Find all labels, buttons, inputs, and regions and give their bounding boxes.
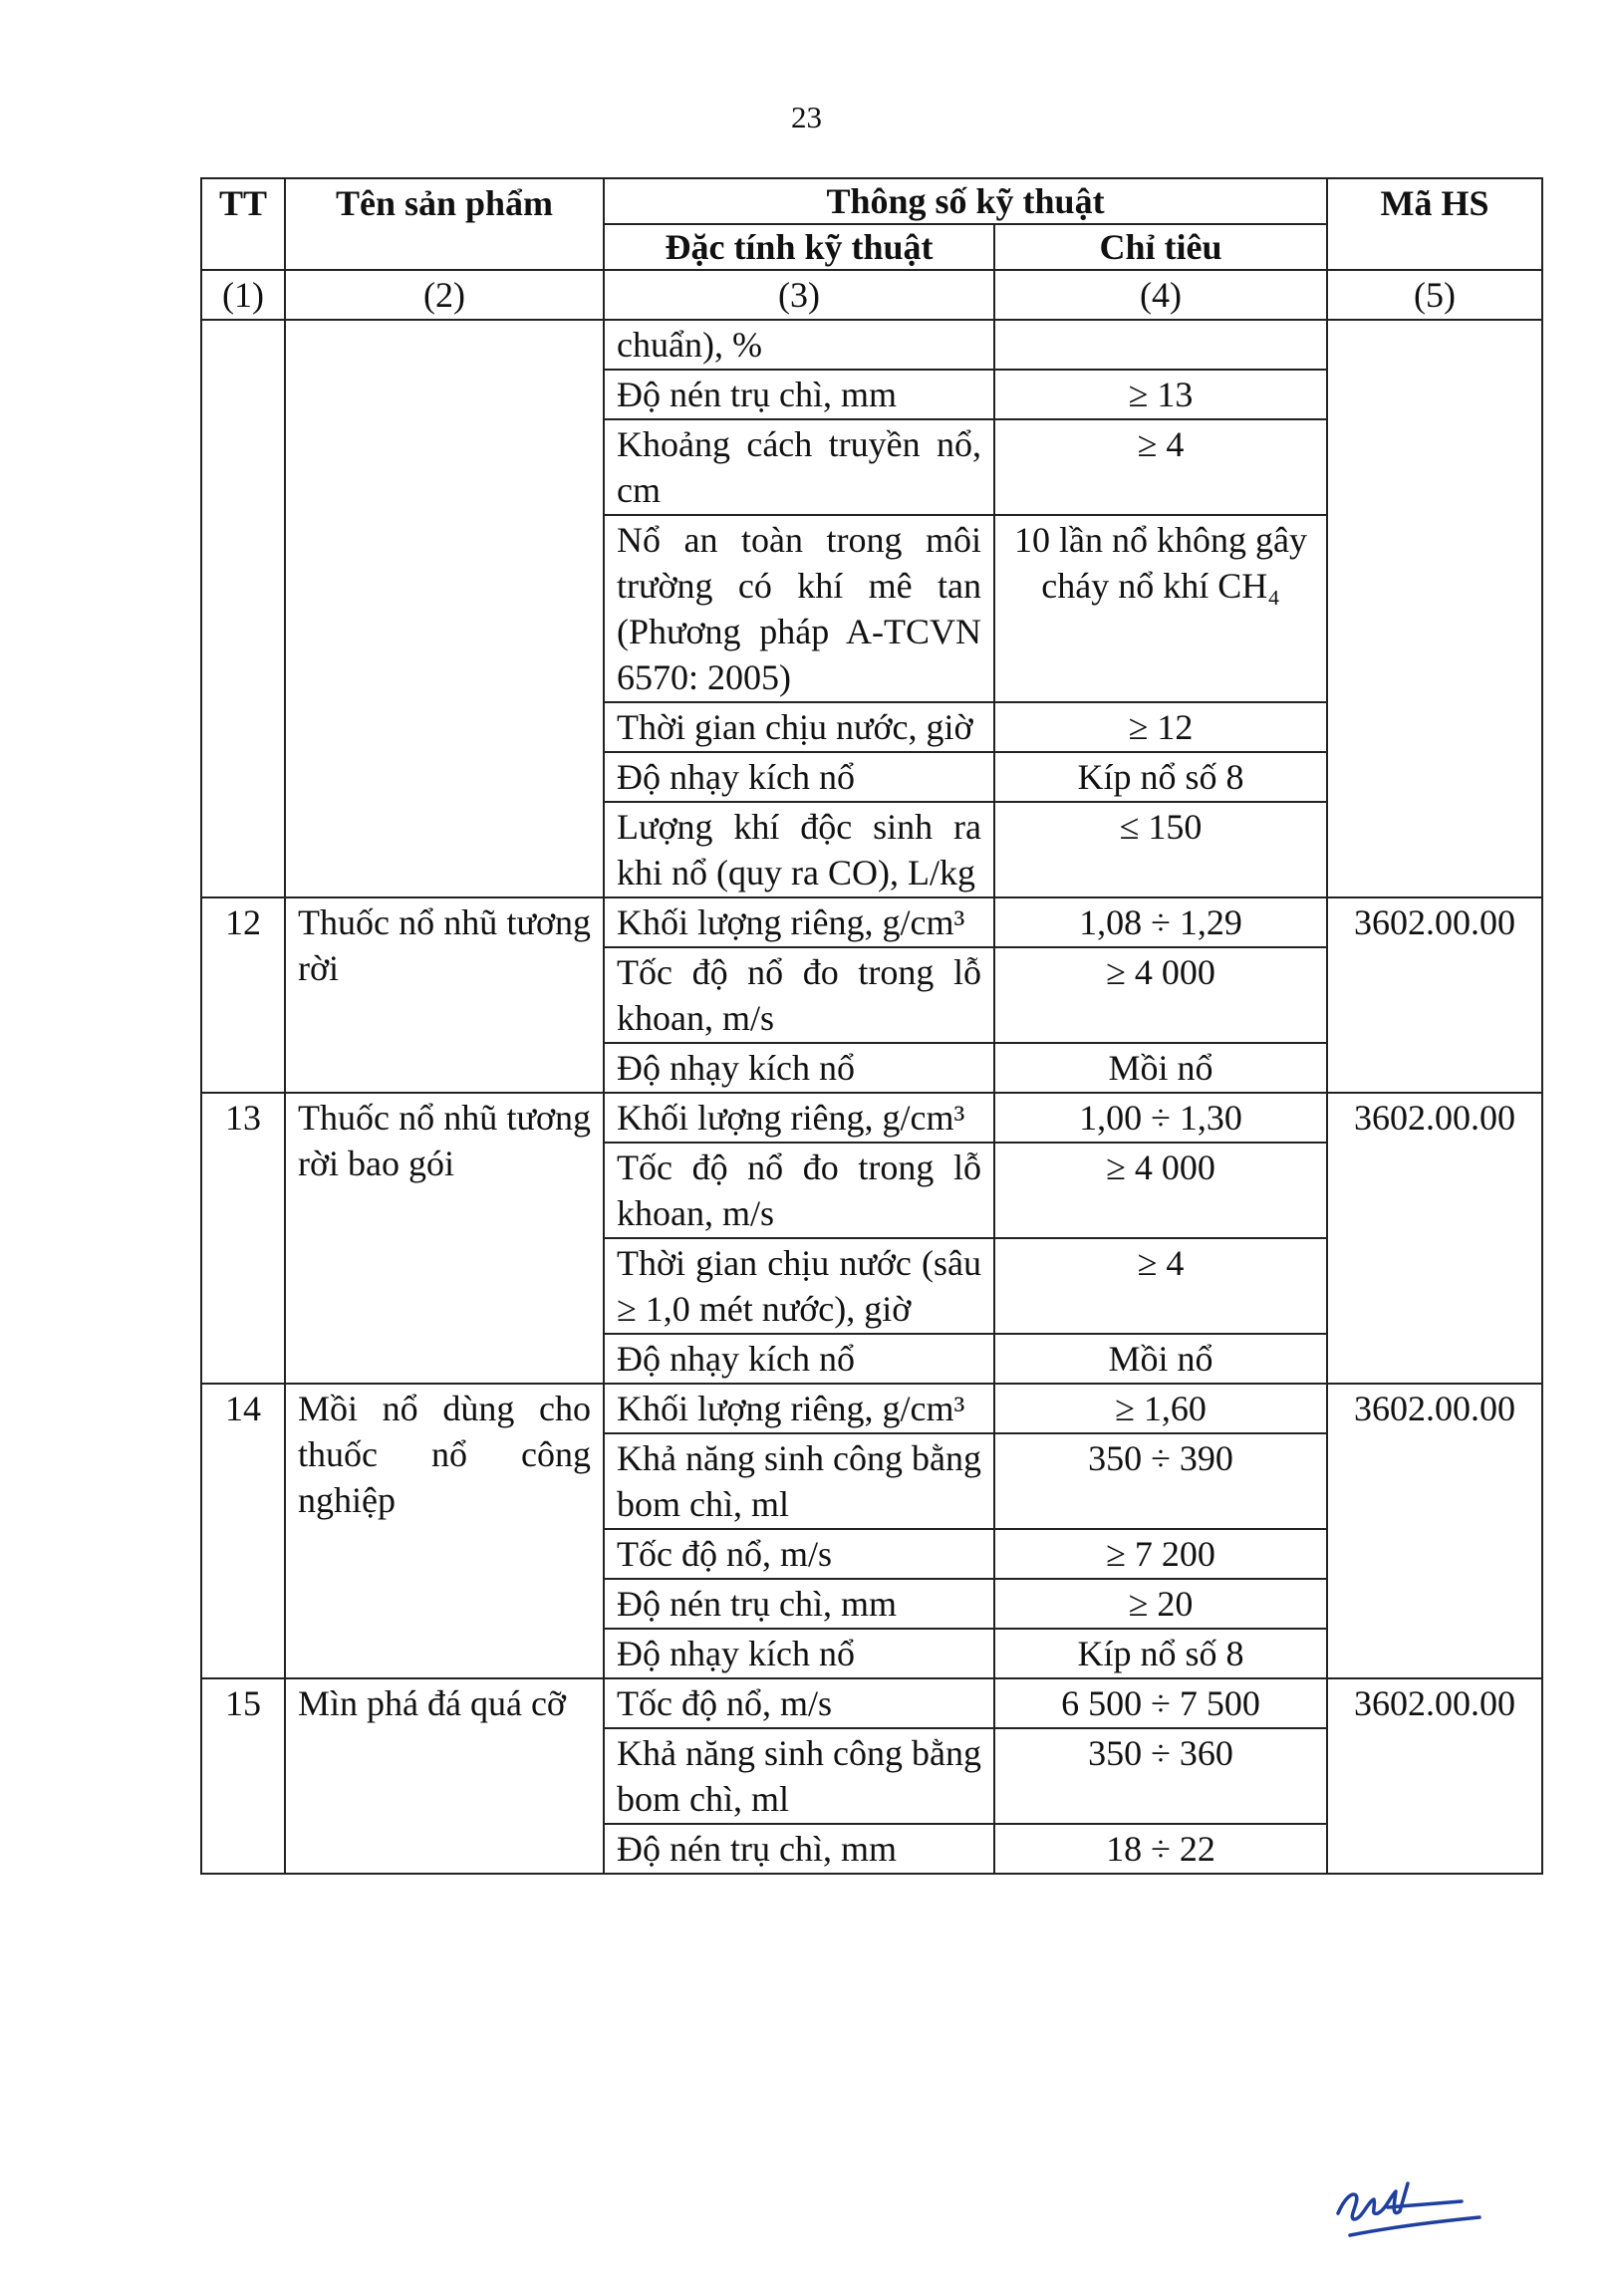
header-row xyxy=(201,178,1542,224)
spec-property: Độ nén trụ chì, mm xyxy=(604,370,994,419)
spec-value: ≥ 20 xyxy=(994,1579,1327,1629)
header-product-name: Tên sản phẩm xyxy=(285,178,604,270)
hs-code: 3602.00.00 xyxy=(1327,1093,1542,1384)
product-name: Thuốc nổ nhũ tương rời bao gói xyxy=(285,1093,604,1384)
spec-property: Khả năng sinh công bằng bom chì, ml xyxy=(604,1728,994,1824)
column-number: (1) xyxy=(201,270,285,320)
product-name-cell xyxy=(285,320,604,897)
spec-property: Tốc độ nổ, m/s xyxy=(604,1529,994,1579)
spec-property: Khả năng sinh công bằng bom chì, ml xyxy=(604,1433,994,1529)
spec-value: 1,08 ÷ 1,29 xyxy=(994,897,1327,947)
spec-value: 6 500 ÷ 7 500 xyxy=(994,1678,1327,1728)
spec-value: ≤ 150 xyxy=(994,802,1327,897)
spec-value: ≥ 4 xyxy=(994,419,1327,515)
spec-value: 10 lần nổ không gây cháy nổ khí CH₄ xyxy=(994,515,1327,702)
spec-value: ≥ 4 000 xyxy=(994,1143,1327,1238)
spec-row xyxy=(201,897,1542,947)
product-tt: 12 xyxy=(201,897,285,1093)
spec-property: Độ nén trụ chì, mm xyxy=(604,1824,994,1874)
spec-value: ≥ 13 xyxy=(994,370,1327,419)
spec-property: Tốc độ nổ đo trong lỗ khoan, m/s xyxy=(604,1143,994,1238)
spec-value: 350 ÷ 390 xyxy=(994,1433,1327,1529)
spec-property: Tốc độ nổ, m/s xyxy=(604,1678,994,1728)
spec-row xyxy=(201,1678,1542,1728)
spec-value: Mồi nổ xyxy=(994,1334,1327,1384)
page-number: 23 xyxy=(791,100,822,134)
product-name: Mồi nổ dùng cho thuốc nổ công nghiệp xyxy=(285,1384,604,1678)
spec-property: Khối lượng riêng, g/cm³ xyxy=(604,1384,994,1433)
spec-value: 18 ÷ 22 xyxy=(994,1824,1327,1874)
header-tt: TT xyxy=(201,178,285,270)
spec-value: ≥ 7 200 xyxy=(994,1529,1327,1579)
hs-code: 3602.00.00 xyxy=(1327,897,1542,1093)
column-number: (5) xyxy=(1327,270,1542,320)
column-number: (4) xyxy=(994,270,1327,320)
column-number-row xyxy=(201,270,1542,320)
spec-property: Thời gian chịu nước, giờ xyxy=(604,702,994,752)
spec-property: Khối lượng riêng, g/cm³ xyxy=(604,897,994,947)
signature xyxy=(1330,2162,1489,2241)
product-name: Thuốc nổ nhũ tương rời xyxy=(285,897,604,1093)
spec-property: Khối lượng riêng, g/cm³ xyxy=(604,1093,994,1143)
header-hs-code: Mã HS xyxy=(1327,178,1542,270)
product-tt: 13 xyxy=(201,1093,285,1384)
header-value: Chỉ tiêu xyxy=(994,224,1327,270)
header-property: Đặc tính kỹ thuật xyxy=(604,224,994,270)
hs-code: 3602.00.00 xyxy=(1327,1384,1542,1678)
spec-value: 350 ÷ 360 xyxy=(994,1728,1327,1824)
product-tt: 14 xyxy=(201,1384,285,1678)
spec-value: Kíp nổ số 8 xyxy=(994,1629,1327,1678)
spec-row xyxy=(201,320,1542,370)
spec-property: Khoảng cách truyền nổ, cm xyxy=(604,419,994,515)
spec-property: Thời gian chịu nước (sâu ≥ 1,0 mét nước), giờ xyxy=(604,1238,994,1334)
hs-code: 3602.00.00 xyxy=(1327,1678,1542,1874)
spec-value: ≥ 12 xyxy=(994,702,1327,752)
spec-value: 1,00 ÷ 1,30 xyxy=(994,1093,1327,1143)
spec-table xyxy=(200,177,1543,1875)
spec-value: Mồi nổ xyxy=(994,1043,1327,1093)
product-tt: 15 xyxy=(201,1678,285,1874)
column-number: (3) xyxy=(604,270,994,320)
spec-row xyxy=(201,1093,1542,1143)
spec-value: ≥ 1,60 xyxy=(994,1384,1327,1433)
column-number: (2) xyxy=(285,270,604,320)
spec-property: Lượng khí độc sinh ra khi nổ (quy ra CO), L/kg xyxy=(604,802,994,897)
spec-property: Độ nhạy kích nổ xyxy=(604,1043,994,1093)
header-spec-group: Thông số kỹ thuật xyxy=(604,178,1327,224)
spec-value: Kíp nổ số 8 xyxy=(994,752,1327,802)
spec-property: Độ nén trụ chì, mm xyxy=(604,1579,994,1629)
hs-code-cell xyxy=(1327,320,1542,897)
spec-value: ≥ 4 000 xyxy=(994,947,1327,1043)
spec-value: ≥ 4 xyxy=(994,1238,1327,1334)
spec-property: Độ nhạy kích nổ xyxy=(604,1629,994,1678)
spec-property: Độ nhạy kích nổ xyxy=(604,752,994,802)
spec-property: Độ nhạy kích nổ xyxy=(604,1334,994,1384)
spec-value xyxy=(994,320,1327,370)
spec-property: Tốc độ nổ đo trong lỗ khoan, m/s xyxy=(604,947,994,1043)
product-tt-cell xyxy=(201,320,285,897)
spec-property: Nổ an toàn trong môi trường có khí mê tan (Phương pháp A-TCVN 6570: 2005) xyxy=(604,515,994,702)
spec-property: chuẩn), % xyxy=(604,320,994,370)
spec-row xyxy=(201,1384,1542,1433)
product-name: Mìn phá đá quá cỡ xyxy=(285,1678,604,1874)
